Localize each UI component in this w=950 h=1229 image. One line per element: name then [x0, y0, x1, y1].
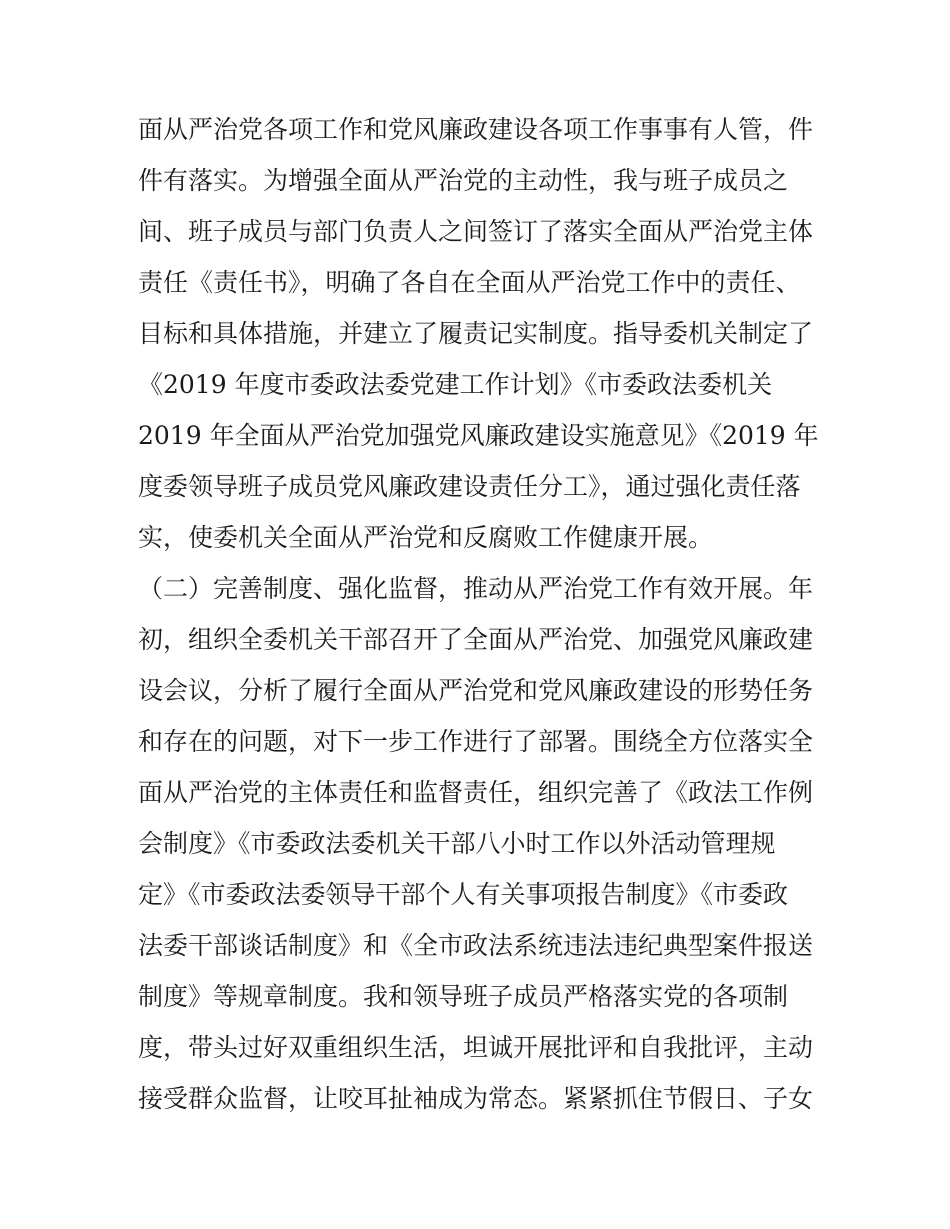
text-line: 责任《责任书》，明确了各自在全面从严治党工作中的责任、: [138, 268, 801, 297]
text-line: 件有落实。为增强全面从严治党的主动性，我与班子成员之: [138, 166, 789, 195]
text-line: 2019 年全面从严治党加强党风廉政建设实施意见》《2019 年: [138, 421, 819, 450]
text-line: 度委领导班子成员党风廉政建设责任分工》，通过强化责任落: [138, 472, 801, 501]
text-line: 《2019 年度市委政法委党建工作计划》《市委政法委机关: [138, 370, 773, 399]
section-heading-line: （二）完善制度、强化监督，推动从严治党工作有效开展。年: [138, 574, 814, 603]
text-line: 面从严治党的主体责任和监督责任，组织完善了《政法工作例: [138, 778, 814, 807]
text-line: 面从严治党各项工作和党风廉政建设各项工作事事有人管，件: [138, 115, 814, 144]
text-line: 间、班子成员与部门负责人之间签订了落实全面从严治党主体: [138, 217, 814, 246]
text-line: 法委干部谈话制度》和《全市政法系统违法违纪典型案件报送: [138, 931, 814, 960]
text-line: 实，使委机关全面从严治党和反腐败工作健康开展。: [138, 523, 714, 552]
text-line: 初，组织全委机关干部召开了全面从严治党、加强党风廉政建: [138, 625, 814, 654]
text-line: 和存在的问题，对下一步工作进行了部署。围绕全方位落实全: [138, 727, 814, 756]
text-line: 会制度》《市委政法委机关干部八小时工作以外活动管理规: [138, 829, 776, 858]
text-line: 接受群众监督，让咬耳扯袖成为常态。紧紧抓住节假日、子女: [138, 1084, 814, 1113]
text-line: 度，带头过好双重组织生活，坦诚开展批评和自我批评，主动: [138, 1033, 814, 1062]
body-text: [138, 104, 818, 1124]
text-line: 设会议，分析了履行全面从严治党和党风廉政建设的形势任务: [138, 676, 814, 705]
text-line: 制度》等规章制度。我和领导班子成员严格落实党的各项制: [138, 982, 789, 1011]
text-line: 目标和具体措施，并建立了履责记实制度。指导委机关制定了: [138, 319, 814, 348]
text-line: 定》《市委政法委领导干部个人有关事项报告制度》《市委政: [138, 880, 789, 909]
